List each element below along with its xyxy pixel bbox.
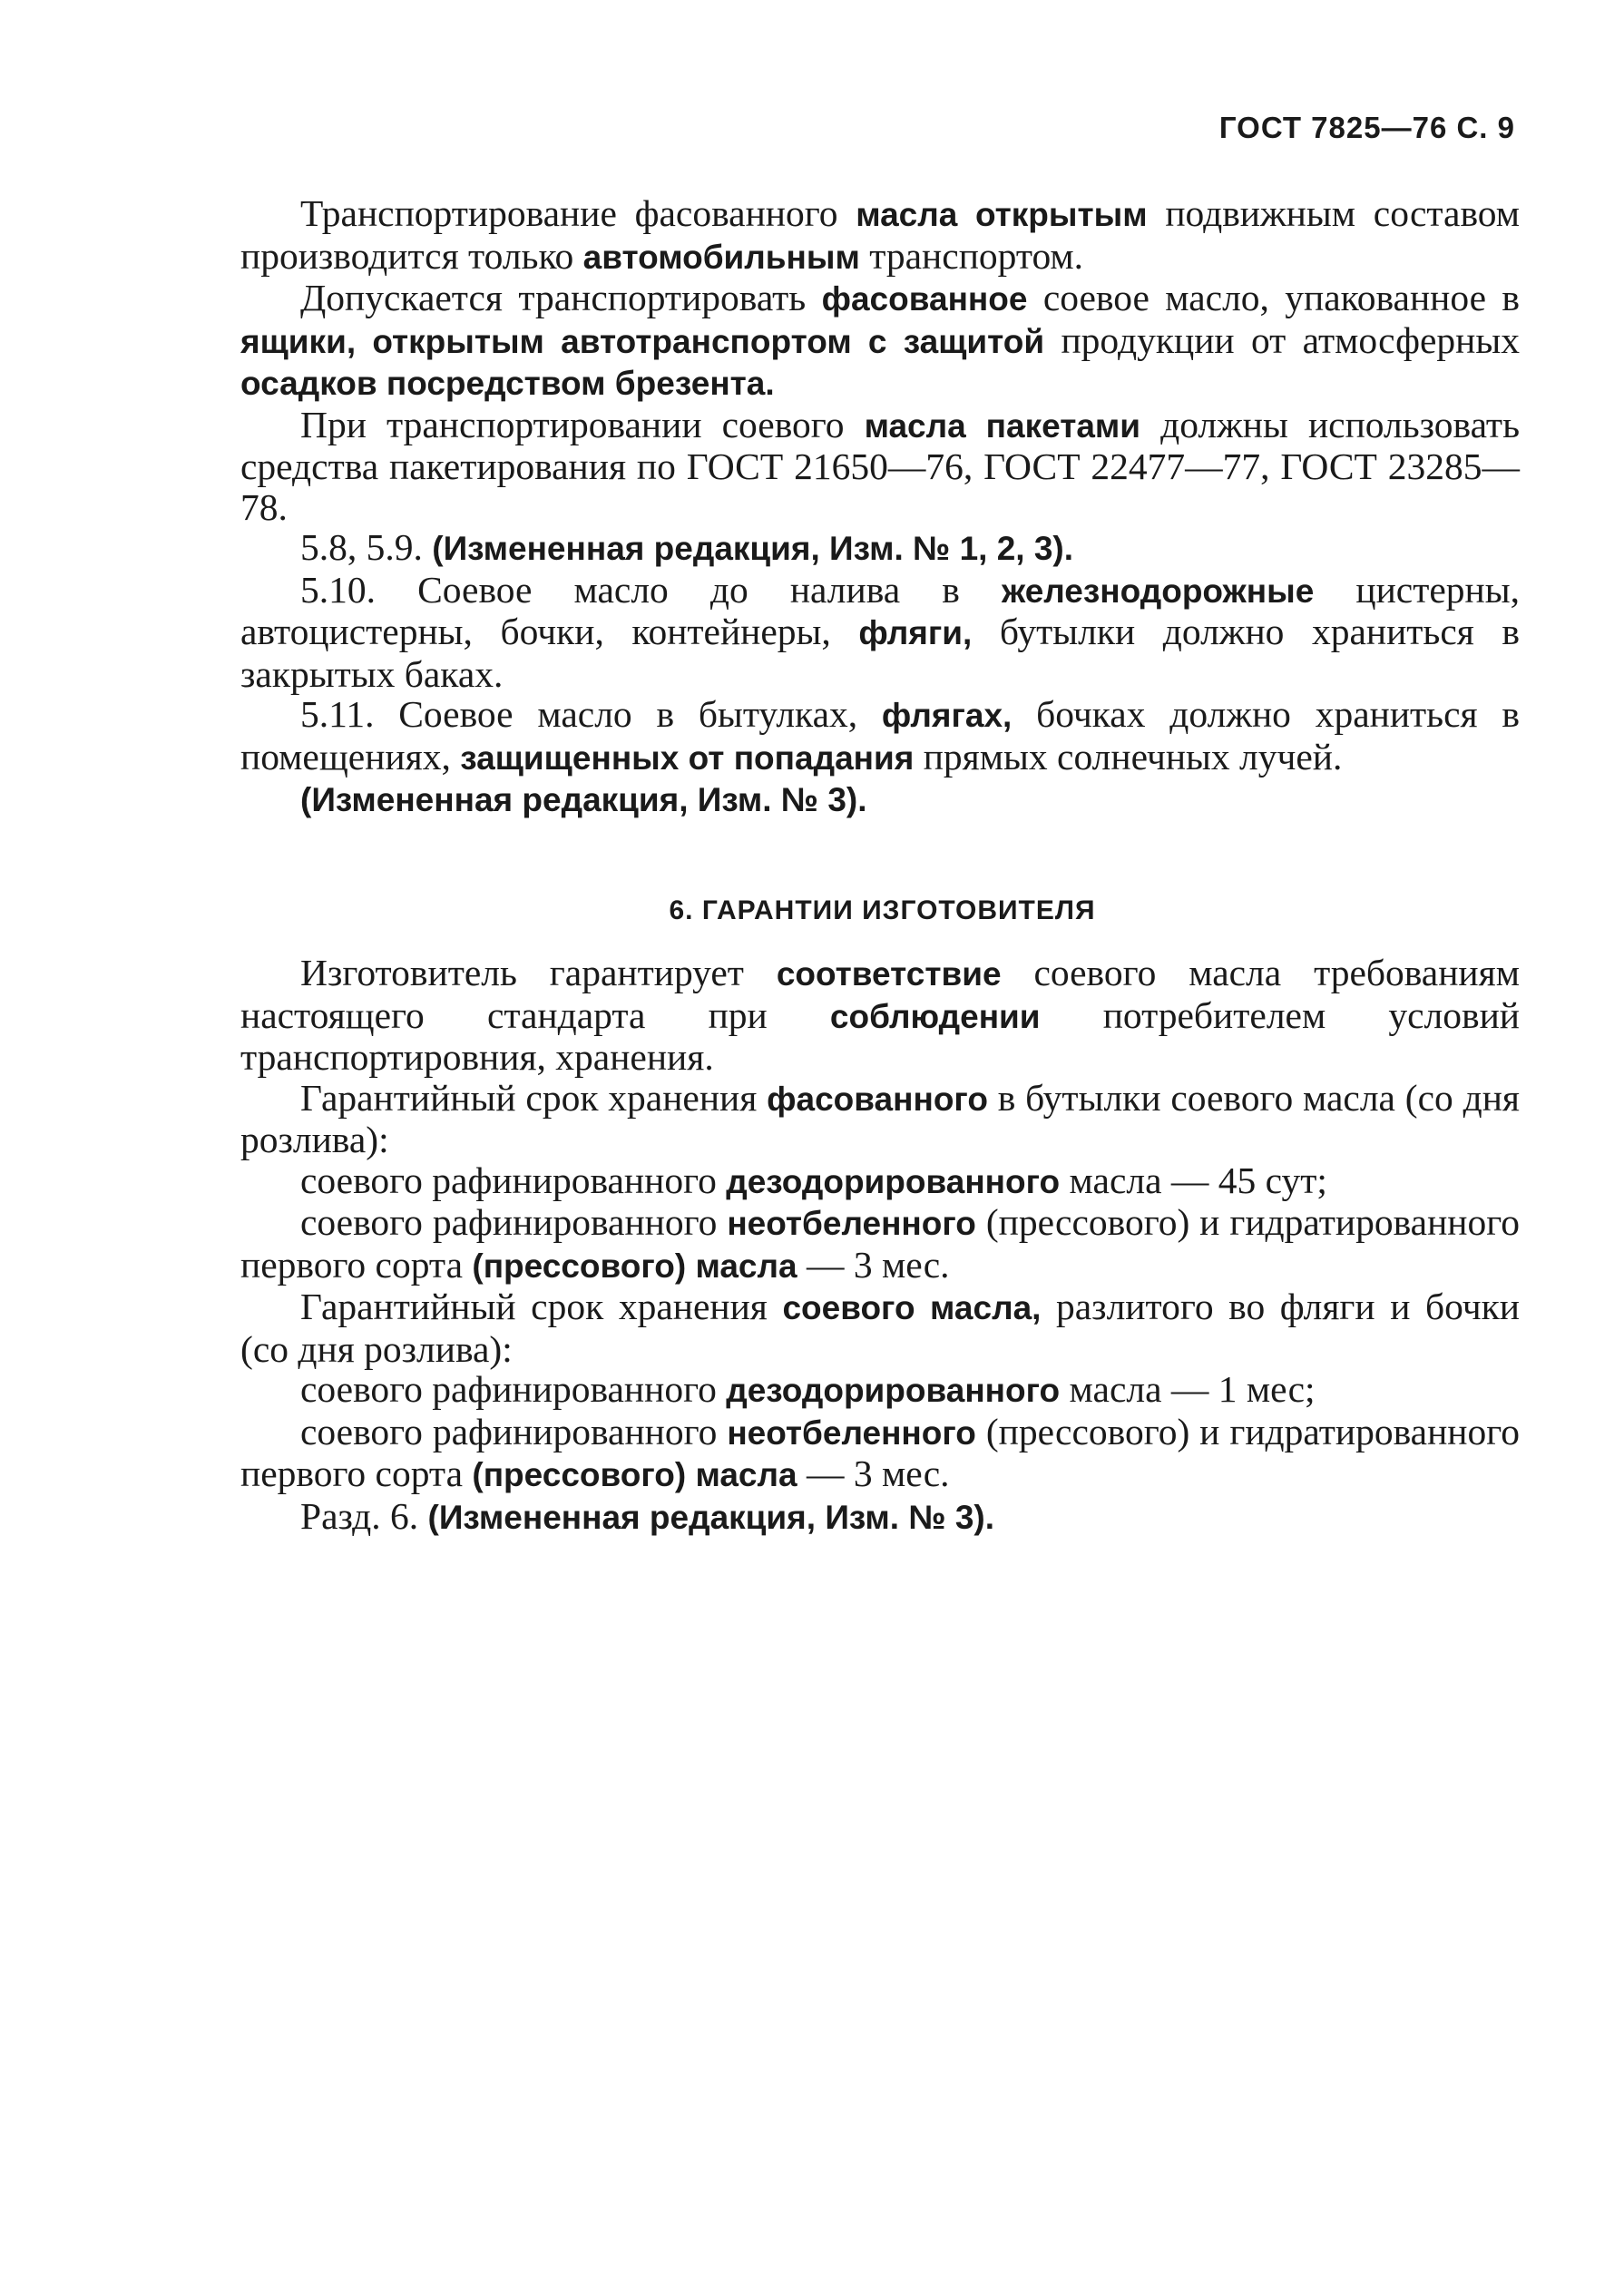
bold-text: фляги, (858, 614, 973, 651)
paragraph (240, 278, 1520, 405)
text: — 3 мес. (797, 1243, 950, 1286)
text: Изготовитель гарантирует (300, 952, 777, 993)
text: должны использовать средства пакетирования по ГОСТ 21650—76, ГОСТ 22477—77, ГОСТ 23285—78. (240, 403, 1520, 528)
text: При транспортировании соевого (300, 403, 865, 445)
text: соевого рафинированного (300, 1368, 727, 1410)
bold-text: железнодорожные (1001, 572, 1315, 610)
paragraph (240, 1412, 1520, 1496)
text: масла — 45 сут; (1060, 1159, 1327, 1201)
text: разлитого во фляги и бочки (со дня розлива): (240, 1286, 1521, 1370)
text: соевого рафинированного (300, 1159, 727, 1201)
paragraph-5-10 (240, 570, 1520, 695)
text: потребителем условий транспортировния, хранения. (240, 993, 1520, 1078)
bold-text: защищенных от попадания (460, 738, 915, 777)
bold-text: масла открытым (856, 196, 1148, 233)
text: цистерны, автоцистерны, бочки, контейнеры, (240, 568, 1520, 652)
bold-text: фасованного (767, 1080, 988, 1118)
bold-text: флягах, (881, 697, 1013, 734)
bold-text: масла пакетами (864, 406, 1141, 445)
text: Гарантийный срок хранения (300, 1286, 783, 1327)
bold-text: осадков посредством брезента. (240, 365, 775, 402)
amendment-note: (Измененная редакция, Изм. № 3). (427, 1498, 995, 1536)
bold-text: соблюдении (829, 997, 1041, 1035)
text: 5.10. Соевое масло до налива в (300, 568, 1002, 611)
paragraph (240, 778, 1520, 821)
text: бочках должно храниться в помещениях, (240, 693, 1521, 778)
text: подвижным составом производится только (240, 192, 1520, 277)
text: соевого масла требованиям настоящего стандарта при (240, 952, 1520, 1036)
paragraph (240, 1496, 1520, 1539)
text: соевое масло, упакованное в (1027, 277, 1520, 318)
text: 5.11. Соевое масло в бытулках, (300, 693, 882, 735)
bold-text: ящики, открытым автотранспортом с защитой (240, 322, 1045, 360)
paragraph (240, 405, 1520, 528)
text: соевого рафинированного (300, 1410, 728, 1452)
transport-section (240, 193, 1520, 821)
bold-text: неотбеленного (727, 1413, 976, 1452)
bold-text: (прессового) масла (472, 1456, 797, 1493)
text: 5.8, 5.9. (300, 526, 433, 568)
paragraph (240, 1160, 1520, 1203)
bold-text: дезодорированного (726, 1372, 1061, 1409)
paragraph (240, 953, 1520, 1078)
bold-text: соответствие (776, 955, 1002, 993)
text: Допускается транспортировать (300, 277, 822, 318)
text: масла — 1 мес; (1060, 1368, 1316, 1410)
text: продукции от атмосферных (1044, 318, 1520, 361)
bold-text: дезодорированного (726, 1162, 1061, 1200)
bold-text: неотбеленного (727, 1205, 976, 1242)
paragraph (240, 193, 1520, 278)
text: Транспортирование фасованного (300, 192, 856, 234)
amendment-note: (Измененная редакция, Изм. № 3). (300, 781, 867, 818)
section-title: 6. ГАРАНТИИ ИЗГОТОВИТЕЛЯ (669, 895, 1096, 925)
guarantee-section (240, 953, 1520, 1538)
amendment-note: (Измененная редакция, Изм. № 1, 2, 3). (432, 530, 1074, 567)
text: прямых солнечных лучей. (914, 735, 1343, 778)
text: (прессового) и гидратированного первого сорта (240, 1201, 1520, 1286)
text: Гарантийный срок хранения (300, 1076, 768, 1119)
text: транспортом. (859, 234, 1084, 277)
paragraph (240, 1286, 1520, 1369)
bold-text: (прессового) масла (472, 1247, 797, 1285)
paragraph (240, 1369, 1520, 1412)
text: Разд. 6. (300, 1494, 428, 1537)
paragraph (240, 527, 1520, 570)
bold-text: фасованное (821, 280, 1028, 318)
text: бутылки должно храниться в закрытых баках. (240, 611, 1520, 695)
text: (прессового) и гидратированного первого сорта (240, 1410, 1520, 1494)
text: в бутылки соевого масла (со дня розлива): (240, 1076, 1520, 1160)
page-header: ГОСТ 7825—76 С. 9 (1218, 111, 1515, 144)
bold-text: соевого масла, (782, 1289, 1042, 1326)
text: — 3 мес. (797, 1452, 950, 1494)
bold-text: автомобильным (582, 238, 860, 276)
paragraph-5-11 (240, 694, 1520, 778)
text: соевого рафинированного (300, 1201, 728, 1243)
paragraph (240, 1078, 1520, 1160)
paragraph (240, 1202, 1520, 1286)
